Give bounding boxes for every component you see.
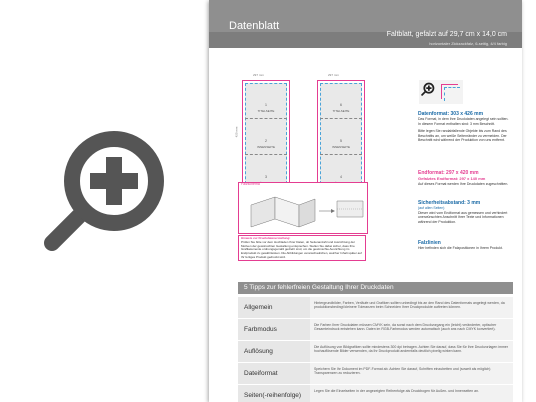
panel-number: 3 <box>265 175 267 179</box>
fold-line <box>320 154 362 155</box>
zoom-in-icon[interactable] <box>42 125 170 253</box>
note-text: Prüfen Sie bitte vor dem Hochladen Ihrer Daten, ob Seitenanzahl und Ausrichtung der Motiven der gewünschten Gestaltung entsprechen. Stellen Sie dabei sicher, dass Ihre Grafikelemente ordnungsgemäß gedreht sind, um die gewünschte Ausrichtung im Endprodukt zu gewährleisten. Die Abbildungen veranschaulichen, welcher Inhalt später auf Ihr fertiges Produkt gedruckt wird. <box>241 239 362 259</box>
width-dimension-right: 297 mm <box>328 73 339 77</box>
panel-label: TITELSEITE <box>332 109 350 113</box>
data-format-title: Datenformat: 303 x 426 mm <box>418 111 484 117</box>
data-format-info <box>418 111 510 143</box>
note-title: Hinweis zur Druckdatenerstellung: <box>241 236 291 240</box>
data-format-text-2: Bitte legen Sie randabfallende Objekte bis zum Rand des Beschnitts an, um weiße Seitenränder zu vermeiden. Der Beschnitt wird während der Produktion von uns entfernt. <box>418 129 507 143</box>
table-row <box>238 319 513 341</box>
product-subline: horizontaler Zickzackfalz, 6-seitig, 4/4 farbig <box>429 41 507 46</box>
table-row <box>238 341 513 363</box>
height-dimension: 420 mm <box>234 126 239 138</box>
fold-diagram <box>239 183 367 233</box>
safety-corner <box>444 87 460 101</box>
fold-info <box>418 240 510 251</box>
tip-label: Dateiformat <box>238 363 310 384</box>
table-row <box>238 363 513 385</box>
tip-text: Die Farben Ihrer Druckdaten müssen CMYK sein, da sonst nach dem Druckvorgang ein (leicht) veränderter, optischer Gesamteindruck entstehen kann. Daten im RGB-Farbmodus werden automatisch (auch ans nach CMYK konvertiert). <box>314 323 497 332</box>
panel-number: 1 <box>265 103 267 107</box>
panel-number: 4 <box>340 175 342 179</box>
tip-label: Allgemein <box>238 297 310 318</box>
table-row <box>238 385 513 402</box>
fold-scheme-panel <box>238 182 368 234</box>
final-format-title: Endformat: 297 x 420 mm <box>418 170 479 176</box>
panel-number: 2 <box>265 139 267 143</box>
panel-label: TITELSEITE <box>257 109 275 113</box>
tip-text: Legen Sie die Einzelseiten in der angezeigten Reihenfolge als Druckbogen für Außen- und Innenseiten an. <box>314 389 480 393</box>
data-format-text: Das Format, in dem Ihre Druckdaten angelegt sein sollten. In diesem Format enthalten sind: 3 mm Beschnitt. <box>418 117 509 126</box>
tip-text: Die Auflösung von Bildgrafiken sollte mindestens 300 dpi betragen. Achten Sie darauf, dass Sie für Ihre Druckvorlagen immer hochauflösende Bilder verwenden, da Ihr Druckprodukt andernfalls deutlich pixelig wirken kann. <box>314 345 508 354</box>
tip-label: Auflösung <box>238 341 310 362</box>
tips-table <box>238 297 513 402</box>
safety-text: Dieser wird vom Endformat aus gemessen und verhindert unerwünschten Anschnitt Ihrer Texte und Informationen während der Produktion. <box>418 210 508 224</box>
fold-line <box>245 154 287 155</box>
fold-line <box>320 118 362 119</box>
datasheet-title: Datenblatt <box>229 20 280 32</box>
panel-number: 6 <box>340 103 342 107</box>
preview-box <box>419 80 463 104</box>
final-format-info <box>418 170 510 187</box>
width-dimension-left: 297 mm <box>253 73 264 77</box>
safety-info <box>418 200 510 224</box>
panel-label: INNENSEITE <box>331 145 350 149</box>
tip-label: Farbmodus <box>238 319 310 340</box>
fold-title: Falzlinien <box>418 240 441 246</box>
safety-sub: (auf allen Seiten) <box>418 206 445 210</box>
fold-text: Hier befinden sich die Falzpositionen in Ihrem Produkt. <box>418 246 503 250</box>
tip-text: Hintergrundbilder, Farben, Verläufe und Grafiken sollten unbedingt bis an den Rand des Datenformats angelegt werden, da produktionsbedingt kleinere Toleranzen beim Schneiden Ihrer Druckprodukte auftreten können. <box>314 301 505 310</box>
datasheet-page <box>209 0 522 402</box>
folded-format-title: Gefalztes Endformat: 297 x 140 mm <box>418 176 486 181</box>
fold-scheme-title: Falzschema <box>241 182 260 186</box>
safety-title: Sicherheitsabstand: 3 mm <box>418 200 481 206</box>
table-row <box>238 297 513 319</box>
tips-title: 5 Tipps zur fehlerfreien Gestaltung Ihrer Druckdaten <box>238 282 513 294</box>
layout-page-right <box>317 80 365 192</box>
panel-number: 5 <box>340 139 342 143</box>
product-subtitle: Faltblatt, gefalzt auf 29,7 cm x 14,0 cm <box>386 31 507 38</box>
zoom-in-icon[interactable] <box>421 82 435 96</box>
print-data-note <box>238 235 366 261</box>
fold-line <box>245 118 287 119</box>
tip-text: Speichern Sie Ihr Dokument im PDF-Format ab. Achten Sie darauf, Schriften einzubetten und (soweit als möglich) Transparenzen zu reduzieren. <box>314 367 491 376</box>
tip-label: Seiten(-reihenfolge) <box>238 385 310 402</box>
panel-label: INNENSEITE <box>256 145 275 149</box>
layout-page-left <box>242 80 290 192</box>
final-format-text: Auf dieses Format werden Ihre Druckdaten zugeschnitten. <box>418 182 509 186</box>
datasheet-header <box>209 0 522 48</box>
